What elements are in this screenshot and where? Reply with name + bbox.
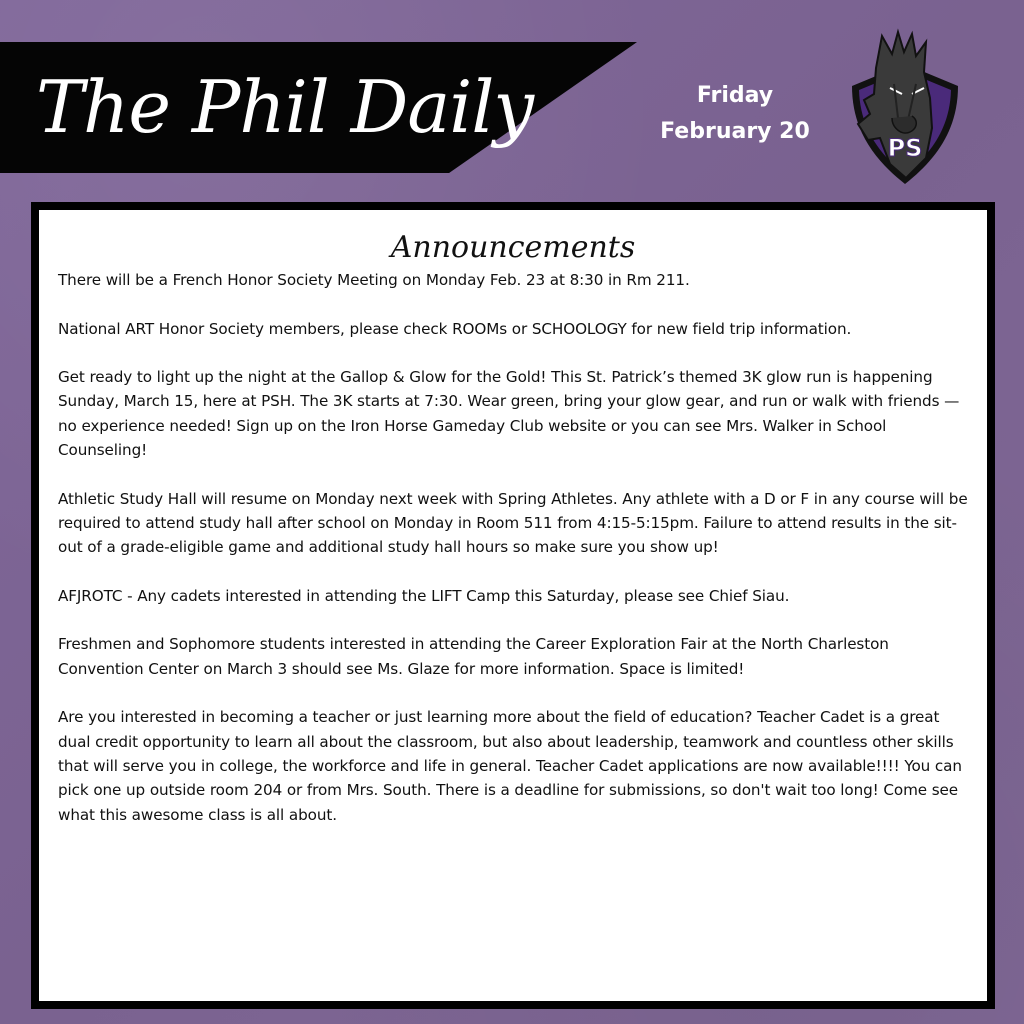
date-label: February 20 bbox=[660, 119, 810, 144]
school-logo bbox=[846, 28, 964, 188]
announcement-item: There will be a French Honor Society Meeting on Monday Feb. 23 at 8:30 in Rm 211. bbox=[58, 271, 690, 289]
announcement-item: AFJROTC - Any cadets interested in attending the LIFT Camp this Saturday, please see Chief Siau. bbox=[58, 586, 790, 605]
day-label: Friday bbox=[696, 83, 774, 108]
announcement-item: Get ready to light up the night at the Gallop & Glow for the Gold! This St. Patrick’s themed 3K glow run is happening Sunday, March 15, here at PSH. The 3K starts at 7:30. Wear green, bring your glow gear, and run or walk with friends — no experience needed! Sign up on the Iron Horse Gameday Club website or you can see Mrs. Walker in School Counseling! bbox=[58, 368, 960, 460]
horse-shield-logo-icon bbox=[846, 28, 964, 188]
svg-text:PS: PS bbox=[887, 134, 923, 162]
date-block bbox=[640, 78, 830, 150]
announcement-item: Athletic Study Hall will resume on Monday next week with Spring Athletes. Any athlete with a D or F in any course will be required to attend study hall after school on Monday in Room 511 from 4:15-5:15pm. Failure to attend results in the sit-out of a grade-eligible game and additional study hall hours so make sure you show up! bbox=[58, 489, 968, 557]
announcement-list bbox=[39, 268, 987, 827]
announcement-item: National ART Honor Society members, please check ROOMs or SCHOOLOGY for new field trip information. bbox=[58, 319, 852, 338]
announcements-card bbox=[31, 202, 995, 1009]
announcement-item: Are you interested in becoming a teacher or just learning more about the field of education? Teacher Cadet is a great dual credit opportunity to learn all about the classroom, but also about leadership, teamwork and countless other skills that will serve you in college, the workforce and life in general. Teacher Cadet applications are now available!!!! You can pick one up outside room 204 or from Mrs. South. There is a deadline for submissions, so don't wait too long! Come see what this awesome class is all about. bbox=[58, 708, 962, 824]
announcements-heading: Announcements bbox=[390, 230, 636, 265]
announcement-item: Freshmen and Sophomore students interested in attending the Career Exploration Fair at the North Charleston Convention Center on March 3 should see Ms. Glaze for more information. Space is limited! bbox=[58, 635, 889, 678]
newsletter-title: The Phil Daily bbox=[36, 65, 534, 149]
